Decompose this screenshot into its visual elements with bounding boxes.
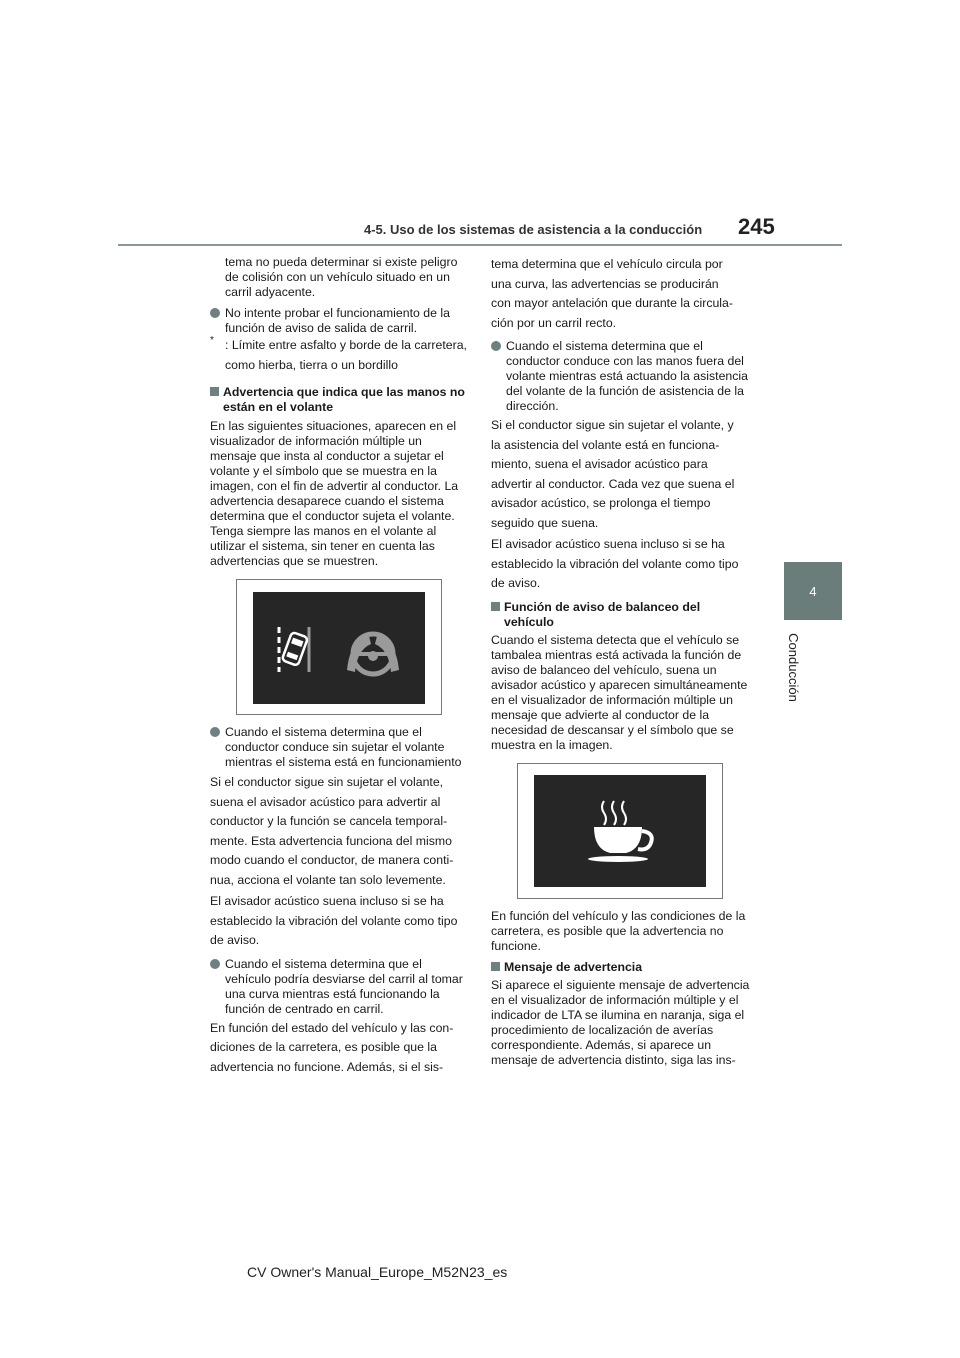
paragraph-sigue: Si el conductor sigue sin sujetar el volante, suena el avisador acústico para advertir al conductor y la función se cancela temporal- mente. Esta advertencia funciona del mismo modo cuando el conductor, de manera conti- nua, acciona el volante tan solo levemente.: [210, 775, 454, 887]
section-title: 4-5. Uso de los sistemas de asistencia a la conducción: [364, 222, 703, 237]
heading-mensaje: Mensaje de advertencia: [491, 960, 753, 975]
left-column: [210, 255, 468, 1077]
footer-doc-id: CV Owner's Manual_Europe_M52N23_es: [247, 1264, 508, 1280]
chapter-tab: 4: [784, 562, 842, 620]
hands-off-warning-figure: [236, 579, 442, 715]
paragraph-continue: tema no pueda determinar si existe peligro de colisión con un vehículo situado en un carril adyacente.: [225, 255, 458, 299]
circle-bullet-icon: [210, 727, 220, 737]
circle-bullet-icon: [491, 341, 501, 351]
header-rule: [118, 244, 842, 246]
paragraph-funcion: En función del vehículo y las condiciones de la carretera, es posible que la advertencia no funcione.: [491, 908, 746, 953]
paragraph-balanceo: Cuando el sistema detecta que el vehículo se tambalea mientras está activada la función de aviso de balanceo del vehículo, suena un avisador acústico y aparecen simultáneamente en el visualizador de información múltiple un mensaje que advierte al conductor de la necesidad de descansar y el símbolo que se muestra en la imagen.: [491, 632, 748, 752]
page-number: 245: [738, 214, 775, 239]
circle-bullet-icon: [210, 959, 220, 969]
paragraph-sigue-2: Si el conductor sigue sin sujetar el volante, y la asistencia del volante está en funciona- miento, suena el avisador acústico para advertir al conductor. Cada vez que suena el avisador acústico, se prolonga el tiempo seguido que suena.: [491, 418, 735, 530]
bullet-sin-sujetar: Cuando el sistema determina que el conductor conduce sin sujetar el volante mientras el sistema está en funcionamiento: [210, 725, 468, 770]
display-screen: [534, 775, 706, 887]
paragraph-situaciones: En las siguientes situaciones, aparecen en el visualizador de información múltiple un mensaje que insta al conductor a sujetar el volante y el símbolo que se muestra en la imagen, con el fin de advertir al conductor. La advertencia desaparece cuando el sistema determina que el conductor sujeta el volante. Tenga siempre las manos en el volante al utilizar el sistema, sin tener en cuenta las advertencias que se muestren.: [210, 419, 459, 568]
bullet-desviarse: Cuando el sistema determina que el vehículo podría desviarse del carril al tomar una curva mientras está funcionando la función de centrado en carril.: [210, 957, 468, 1017]
paragraph-mensaje: Si aparece el siguiente mensaje de advertencia en el visualizador de información múltiple y el indicador de LTA se ilumina en naranja, siga el procedimiento de localización de averías correspondiente. Además, si aparece un mensaje de advertencia distinto, siga las ins-: [491, 977, 750, 1067]
paragraph-avisador: El avisador acústico suena incluso si se ha establecido la vibración del volante como tipo de aviso.: [210, 894, 458, 947]
paragraph-estado: En función del estado del vehículo y las con- diciones de la carretera, es posible que la advertencia no funcione. Además, si el sis-: [210, 1020, 454, 1074]
heading-balanceo: Función de aviso de balanceo del vehículo: [491, 600, 753, 630]
circle-bullet-icon: [210, 308, 220, 318]
chapter-label: Conducción: [785, 632, 801, 702]
heading-manos: Advertencia que indica que las manos no están en el volante: [210, 385, 468, 415]
right-column: [491, 255, 753, 1068]
paragraph-avisador-2: El avisador acústico suena incluso si se ha establecido la vibración del volante como tipo de aviso.: [491, 537, 739, 590]
paragraph-curva: tema determina que el vehículo circula por una curva, las advertencias se producirán con mayor antelación que durante la circula- ción por un carril recto.: [491, 257, 733, 330]
footnote-marker: *: [210, 335, 214, 346]
square-heading-icon: [491, 962, 500, 971]
hands-on-steering-wheel-icon: [347, 634, 399, 674]
square-heading-icon: [210, 387, 219, 396]
rest-warning-figure: [517, 763, 723, 899]
footnote: * : Límite entre asfalto y borde de la carretera, como hierba, tierra o un bordillo: [210, 335, 467, 372]
lane-car-icon: [279, 627, 309, 672]
bullet-no-probar: No intente probar el funcionamiento de la función de aviso de salida de carril.: [210, 306, 468, 336]
bullet-manos-fuera: Cuando el sistema determina que el conductor conduce con las manos fuera del volante mientras está actuando la asistencia del volante de la función de asistencia de la dirección.: [491, 339, 753, 414]
coffee-cup-icon: [588, 801, 652, 862]
square-heading-icon: [491, 602, 500, 611]
display-screen: [253, 592, 425, 704]
